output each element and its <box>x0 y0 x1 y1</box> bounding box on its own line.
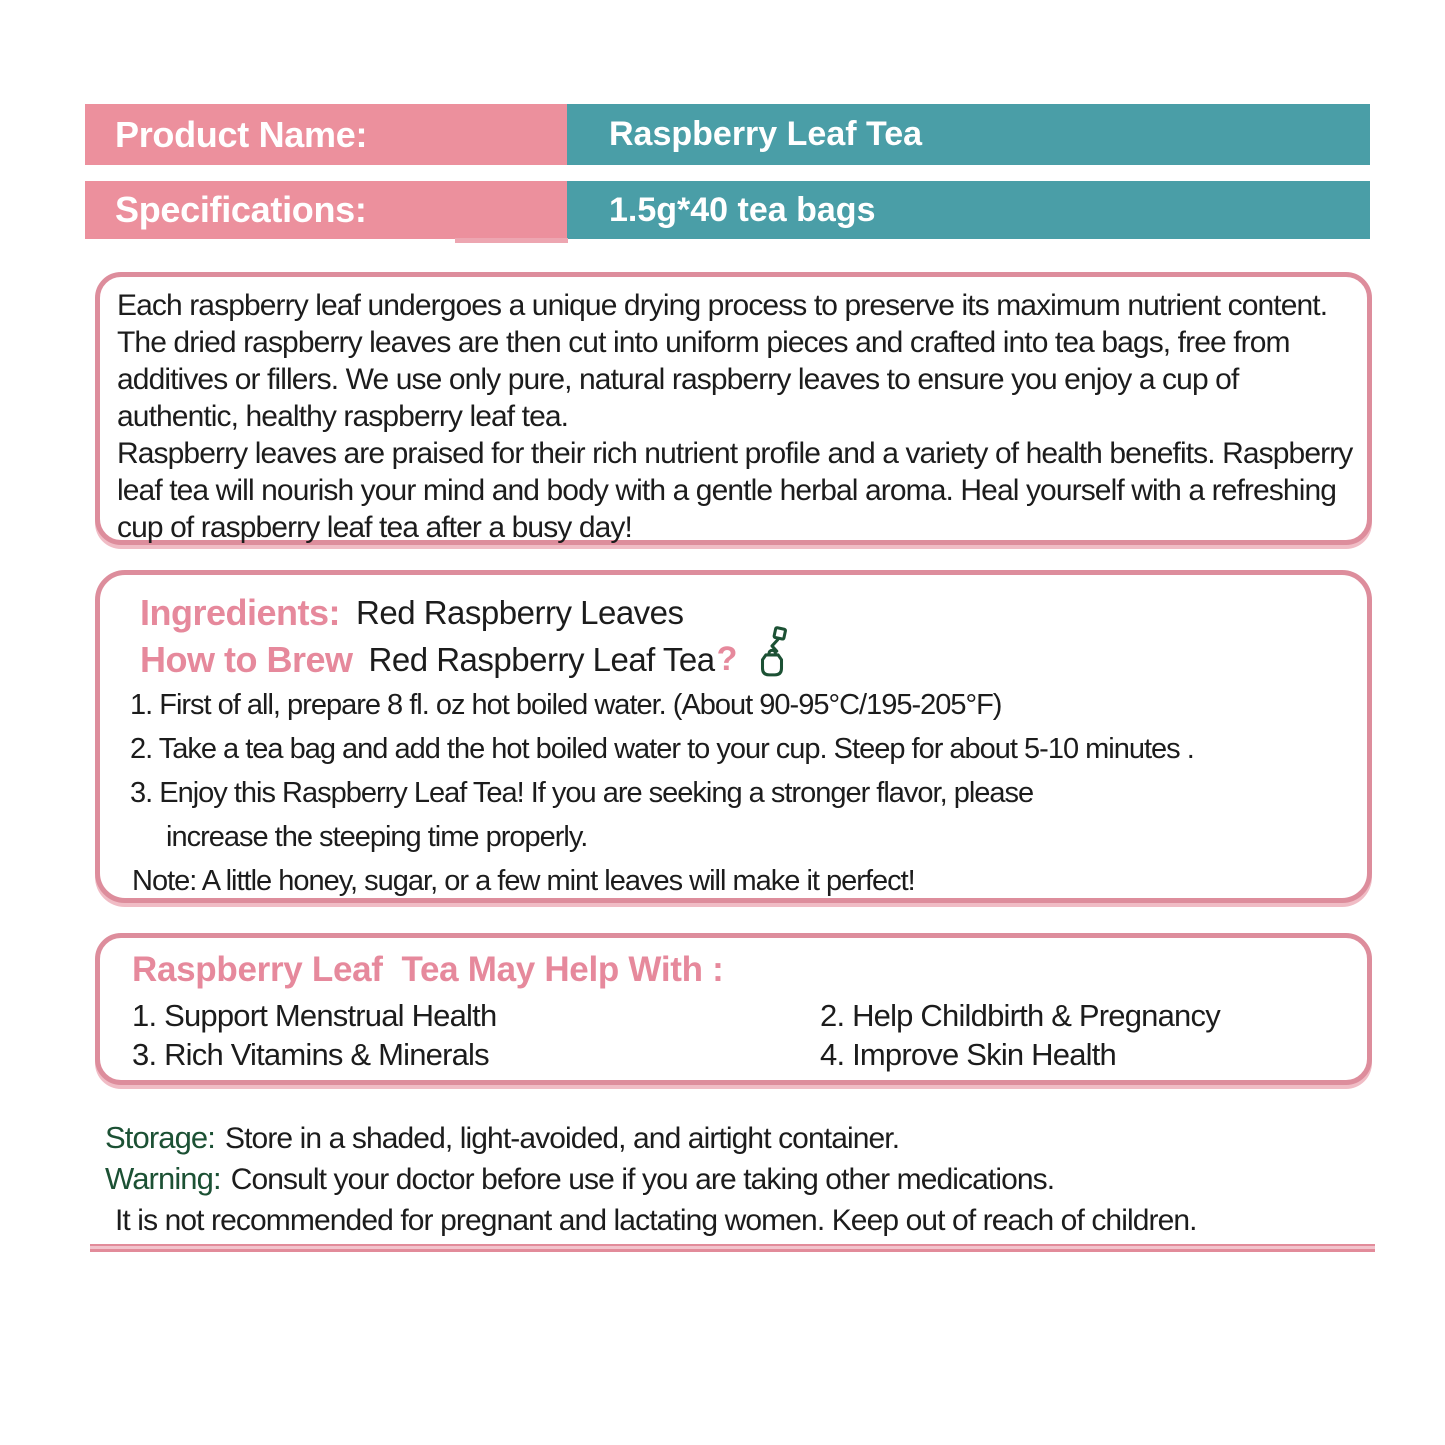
warning-text: Consult your doctor before use if you are taking other medications. <box>230 1163 1055 1196</box>
tea-bag-icon <box>753 624 791 684</box>
description-paragraph-1: Each raspberry leaf undergoes a unique drying process to preserve its maximum nutrient content. The dried raspberry leaves are then cut into uniform pieces and crafted into tea bags, free from additives or fillers. We use only pure, natural raspberry leaves to ensure you enjoy a cup of authentic, healthy raspberry leaf tea. <box>117 289 1328 433</box>
warning-continuation-line <box>105 1200 1395 1241</box>
description-box <box>95 272 1372 545</box>
ingredients-value: Red Raspberry Leaves <box>356 593 684 631</box>
storage-warning-section <box>105 1118 1395 1241</box>
benefit-item-4: 4. Improve Skin Health <box>820 1037 1116 1072</box>
benefits-box <box>95 933 1372 1085</box>
specifications-label: Specifications: <box>115 189 367 230</box>
warning-continuation-text: It is not recommended for pregnant and lactating women. Keep out of reach of children. <box>115 1204 1197 1237</box>
specifications-label-cell <box>85 181 567 239</box>
benefit-item-3: 3. Rich Vitamins & Minerals <box>132 1037 489 1072</box>
ingredients-label: Ingredients: <box>140 591 341 633</box>
benefit-item-2: 2. Help Childbirth & Pregnancy <box>820 998 1220 1033</box>
product-name-label: Product Name: <box>115 113 368 155</box>
pink-tab-decoration <box>455 238 568 243</box>
storage-text: Store in a shaded, light-avoided, and airtight container. <box>225 1122 900 1155</box>
brew-box <box>95 570 1372 903</box>
bottom-divider <box>90 1244 1375 1252</box>
specifications-row <box>85 181 1370 239</box>
specifications-value-cell <box>567 181 1370 239</box>
brew-note: Note: A little honey, sugar, or a few mint leaves will make it perfect! <box>132 865 915 897</box>
benefits-grid <box>132 996 1367 1074</box>
brew-step-1: 1. First of all, prepare 8 fl. oz hot boiled water. (About 90-95°C/195-205°F) <box>130 689 1002 721</box>
product-name-label-cell <box>85 104 567 165</box>
how-to-brew-line <box>140 636 1367 683</box>
storage-line <box>105 1118 1395 1159</box>
storage-label: Storage: <box>105 1120 215 1155</box>
brew-step-3: 3. Enjoy this Raspberry Leaf Tea! If you are seeking a stronger flavor, please <box>130 777 1034 809</box>
specifications-value: 1.5g*40 tea bags <box>609 190 876 229</box>
product-name-value: Raspberry Leaf Tea <box>609 115 923 153</box>
how-to-brew-label: How to Brew <box>140 638 353 680</box>
brew-step-3-continuation: increase the steeping time properly. <box>166 821 588 853</box>
product-name-value-cell <box>567 104 1370 165</box>
description-paragraph-2: Raspberry leaves are praised for their rich nutrient profile and a variety of health benefits. Raspberry leaf tea will nourish your mind and body with a gentle herbal aroma. Heal yourself with a refreshing cup of raspberry leaf tea after a busy day! <box>117 437 1353 544</box>
question-mark: ? <box>716 640 738 678</box>
brew-step-2: 2. Take a tea bag and add the hot boiled water to your cup. Steep for about 5-10 minutes . <box>130 733 1194 765</box>
warning-line <box>105 1159 1395 1200</box>
how-to-brew-value: Red Raspberry Leaf Tea <box>368 640 715 678</box>
benefits-title: Raspberry Leaf Tea May Help With : <box>132 950 724 989</box>
product-name-row <box>85 104 1370 165</box>
warning-label: Warning: <box>105 1161 221 1196</box>
benefit-item-1: 1. Support Menstrual Health <box>132 998 497 1033</box>
